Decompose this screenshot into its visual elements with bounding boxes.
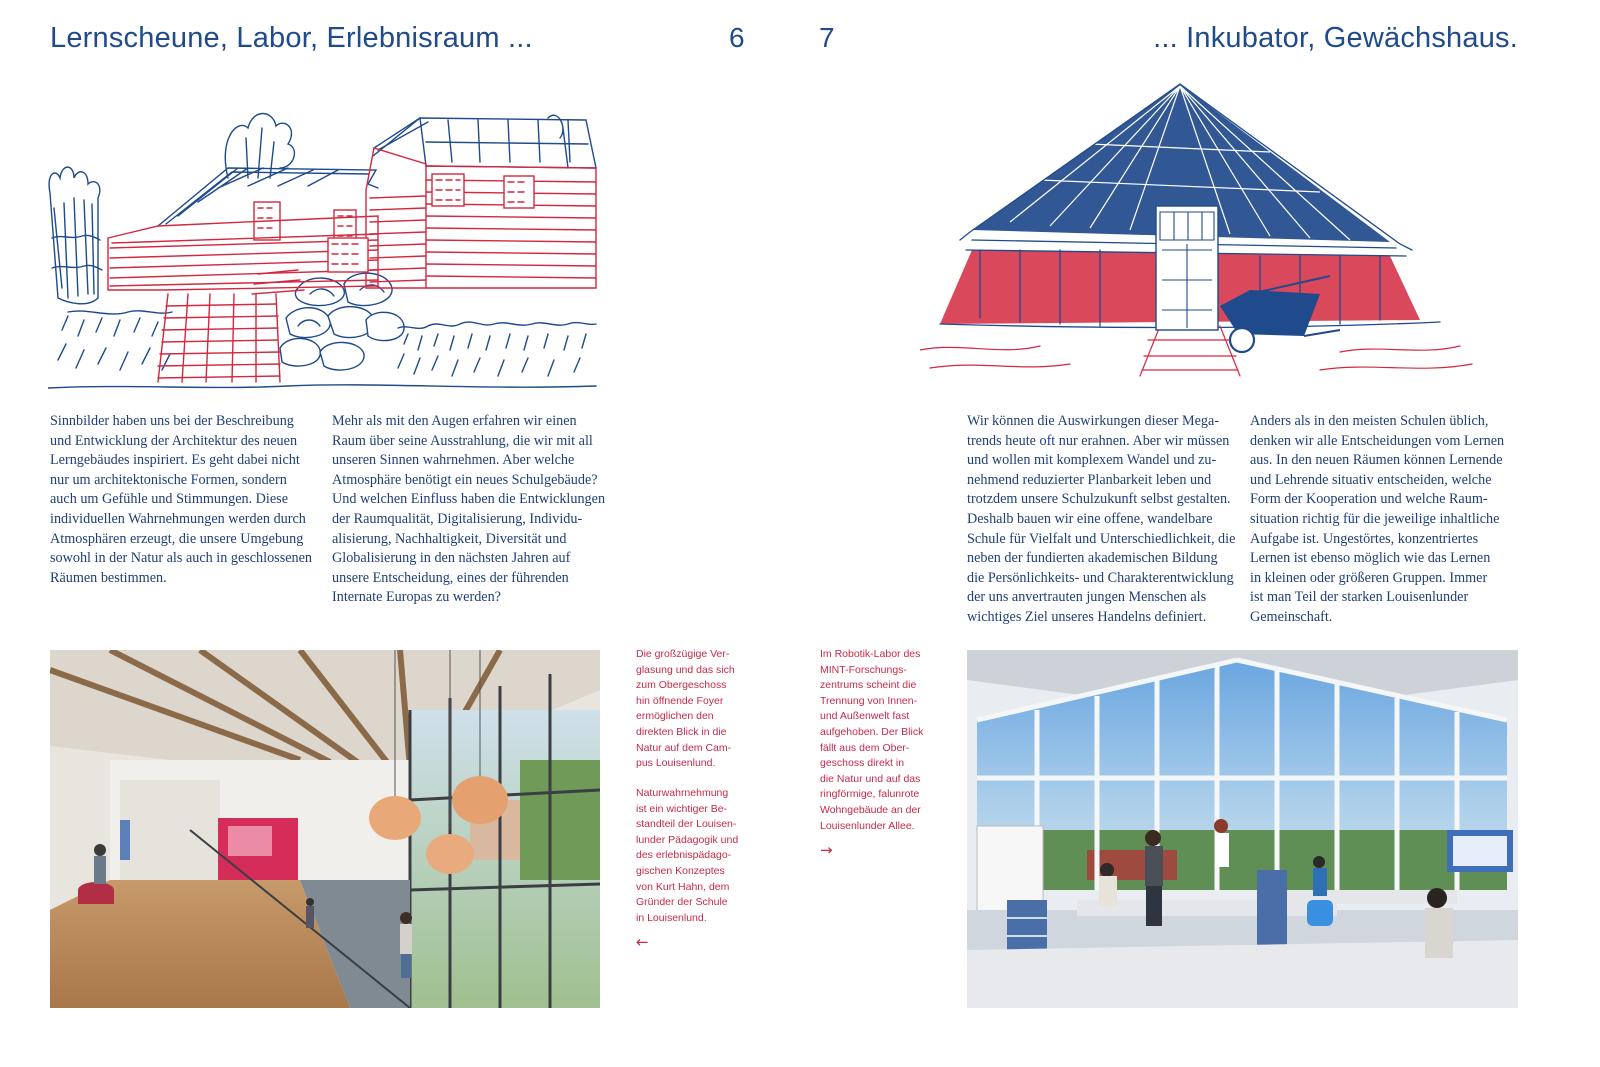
text-line: sowohl in der Natur als auch in geschlossenen: [50, 550, 313, 567]
text-line: Sinnbilder haben uns bei der Beschreibung: [50, 413, 294, 429]
arrow-right-icon: →: [820, 841, 833, 859]
text-line: individuellen Wahrnehmungen werden durch: [50, 510, 306, 527]
foyer-photo: [50, 650, 600, 1008]
text-line: Form der Kooperation und welche Raum-: [1250, 491, 1488, 508]
text-line: aus. In den neuen Räumen können Lernende: [1250, 452, 1503, 469]
caption-line: aufgehoben. Der Blick: [820, 725, 924, 738]
greenhouse-sketch-illustration: [920, 80, 1480, 380]
caption-line: Die großzügige Ver-: [636, 648, 730, 660]
foyer-caption: [636, 647, 735, 772]
text-column-4: [1250, 412, 1522, 628]
caption-line: die Natur und auf das: [820, 772, 921, 785]
text-column-2: [332, 412, 604, 608]
caption-line: pus Louisenlund.: [636, 757, 716, 770]
caption-line: und Außenwelt fast: [820, 710, 910, 723]
text-line: ist man Teil der starken Louisenlunder: [1250, 589, 1469, 606]
caption-line: geschoss direkt in: [820, 757, 905, 770]
caption-line: gischen Konzeptes: [636, 864, 725, 877]
left-page-number: 6: [729, 22, 745, 53]
caption-line: Wohngebäude an der: [820, 803, 921, 816]
left-page-heading: Lernscheune, Labor, Erlebnisraum ...: [50, 22, 533, 54]
caption-line: hin öffnende Foyer: [636, 694, 724, 707]
text-line: Wir können die Auswirkungen dieser Mega-: [967, 413, 1219, 429]
caption-line: zum Obergeschoss: [636, 679, 727, 692]
caption-line: des erlebnispädago-: [636, 849, 732, 862]
text-line: Atmosphäre benötigt ein neues Schulgebäude?: [332, 471, 598, 488]
caption-line: Im Robotik-Labor des: [820, 648, 921, 660]
text-line: in kleinen oder größeren Gruppen. Immer: [1250, 569, 1488, 586]
text-line: der Raumqualität, Digitalisierung, Individu-: [332, 510, 583, 527]
text-line: und wollen mit komplexem Wandel und zu-: [967, 452, 1217, 469]
text-line: Mehr als mit den Augen erfahren wir einen: [332, 413, 577, 429]
text-line: Internate Europas zu werden?: [332, 589, 501, 606]
text-line: alisierung, Nachhaltigkeit, Diversität und: [332, 530, 567, 547]
caption-line: ist ein wichtiger Be-: [636, 802, 728, 815]
caption-line: ermöglichen den: [636, 710, 714, 723]
caption-line: in Louisenlund.: [636, 911, 707, 924]
text-line: Raum über seine Ausstrahlung, die wir mit all: [332, 432, 593, 449]
text-line: der uns anvertrauten jungen Menschen als: [967, 589, 1207, 606]
text-line: Räumen bestimmen.: [50, 569, 167, 586]
robotics-caption: [820, 647, 923, 834]
text-line: Globalisierung in den nächsten Jahren auf: [332, 550, 571, 567]
text-line: Anders als in den meisten Schulen üblich,: [1250, 413, 1489, 429]
text-column-1: [50, 412, 320, 588]
text-line: und Lehrende situativ entscheiden, welche: [1250, 471, 1492, 488]
text-line: neben der fundierten akademischen Bildung: [967, 550, 1218, 567]
caption-line: zentrums scheint die: [820, 679, 917, 692]
nature-caption: [636, 786, 738, 926]
text-line: Gemeinschaft.: [1250, 608, 1333, 625]
text-line: Deshalb bauen wir eine offene, wandelbare: [967, 510, 1213, 527]
text-line: auch um Gefühle und Stimmungen. Diese: [50, 491, 288, 508]
arrow-left-icon: ←: [636, 933, 649, 951]
caption-line: MINT-Forschungs-: [820, 663, 907, 676]
caption-line: lunder Pädagogik und: [636, 833, 739, 846]
text-column-3: [967, 412, 1239, 628]
text-line: wichtiges Ziel unseres Handelns definiert.: [967, 608, 1207, 625]
text-line: nur um architektonische Formen, sondern: [50, 471, 287, 488]
right-page-number: 7: [819, 22, 835, 53]
caption-line: glasung und das sich: [636, 663, 735, 676]
caption-line: standteil der Louisen-: [636, 818, 737, 831]
text-line: situation richtig für die jeweilige inhaltliche: [1250, 510, 1500, 527]
caption-line: Naturwahrnehmung: [636, 787, 729, 799]
text-line: unseren Sinnen wahrnehmen. Aber welche: [332, 452, 575, 469]
caption-line: von Kurt Hahn, dem: [636, 880, 730, 893]
caption-line: Gründer der Schule: [636, 896, 728, 909]
text-line: nehmend reduzierter Planbarkeit leben und: [967, 471, 1212, 488]
caption-line: fällt aus dem Ober-: [820, 741, 910, 754]
caption-line: ringförmige, falunrote: [820, 788, 920, 801]
text-line: und Entwicklung der Architektur des neuen: [50, 432, 298, 449]
text-line: Und welchen Einfluss haben die Entwicklungen: [332, 491, 606, 508]
text-line: unsere Entscheidung, eines der führenden: [332, 569, 569, 586]
caption-line: Natur auf dem Cam-: [636, 741, 732, 754]
text-line: Atmosphären erzeugt, die unsere Umgebung: [50, 530, 304, 547]
text-line: trends heute oft nur erahnen. Aber wir müssen: [967, 432, 1230, 449]
text-line: Lerngebäudes inspiriert. Es geht dabei nicht: [50, 452, 300, 469]
caption-line: direkten Blick in die: [636, 725, 727, 738]
robotics-lab-photo: [967, 650, 1518, 1008]
caption-line: Trennung von Innen-: [820, 694, 918, 707]
text-line: Aufgabe ist. Ungestörtes, konzentriertes: [1250, 530, 1479, 547]
text-line: Schule für Vielfalt und Unterschiedlichkeit, die: [967, 530, 1236, 547]
text-line: die Persönlichkeits- und Charakterentwicklung: [967, 569, 1234, 586]
text-line: Lernen ist ebenso möglich wie das Lernen: [1250, 550, 1491, 567]
caption-line: Louisenlunder Allee.: [820, 819, 915, 832]
text-line: denken wir alle Entscheidungen vom Lernen: [1250, 432, 1505, 449]
right-page-heading: ... Inkubator, Gewächshaus.: [1153, 22, 1518, 54]
barn-sketch-illustration: [48, 98, 598, 393]
text-line: trotzdem unsere Schulzukunft selbst gestalten.: [967, 491, 1231, 508]
